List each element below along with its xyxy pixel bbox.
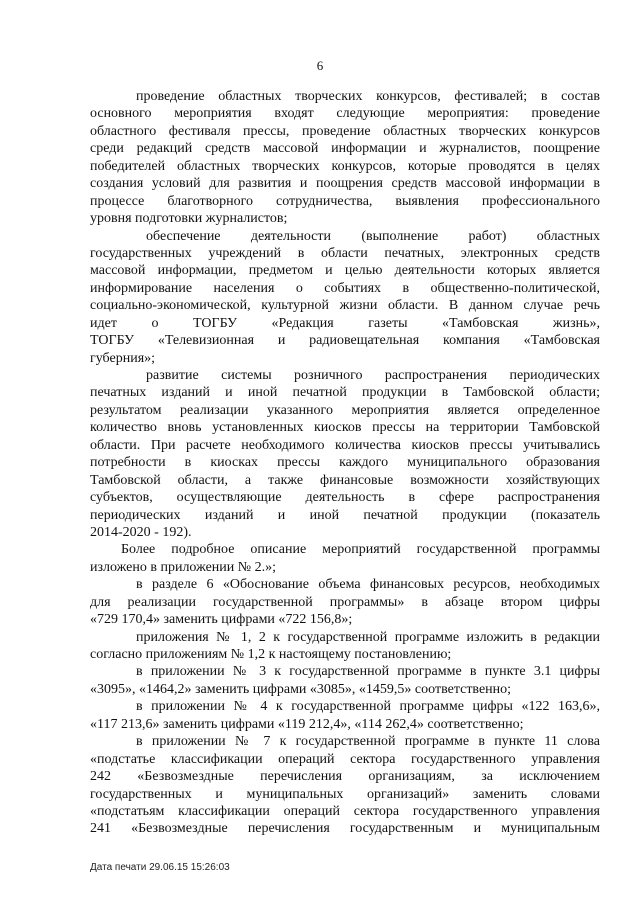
text-line: в приложении № 7 к государственной программе в пункте 11 слова [136, 734, 600, 750]
text-line: количество вновь установленных киосков прессы на территории Тамбовской [90, 420, 600, 436]
text-line: в приложении № 3 к государственной программе в пункте 3.1 цифры [136, 664, 600, 680]
text-line: 242 «Безвозмездные перечисления организациям, за исключением [90, 769, 600, 785]
text-line: Более подробное описание мероприятий государственной программы [121, 542, 600, 558]
text-line: развитие системы розничного распространения периодических [146, 368, 600, 383]
text-line: областного фестиваля прессы, проведение областных творческих конкурсов [90, 123, 600, 139]
text-line: для реализации государственной программы» в абзаце втором цифры [90, 594, 600, 610]
document-body [90, 88, 600, 838]
text-line: уровня подготовки журналистов; [90, 211, 288, 227]
text-line: процессе благотворного сотрудничества, выявления профессионального [90, 193, 600, 209]
text-line: массовой информации, предметом и целью деятельности которых является [90, 263, 600, 279]
text-line: создания условий для развития и поощрения средств массовой информации в [90, 176, 600, 192]
text-line: проведение областных творческих конкурсов, фестивалей; в состав [136, 89, 600, 104]
text-line: субъектов, осуществляющие деятельность в сфере распространения [90, 490, 600, 506]
text-line: государственных учреждений в области печатных, электронных средств [90, 245, 600, 261]
text-line: потребности в киосках прессы каждого муниципального образования [90, 455, 600, 471]
text-line: информирование населения о событиях в общественно-политической, [90, 280, 600, 296]
text-line: Тамбовской области, а также финансовые возможности хозяйствующих [90, 472, 600, 488]
text-line: «729 170,4» заменить цифрами «722 156,8»; [90, 612, 353, 628]
text-line: губерния»; [90, 350, 156, 366]
text-line: основного мероприятия входят следующие мероприятия: проведение [90, 106, 600, 122]
text-line: обеспечение деятельности (выполнение работ) областных [146, 228, 600, 244]
text-line: государственных и муниципальных организаций» заменить словами [90, 786, 600, 802]
text-line: «117 213,6» заменить цифрами «119 212,4», «114 262,4» соответственно; [90, 716, 524, 732]
text-line: ТОГБУ «Телевизионная и радиовещательная компания «Тамбовская [90, 333, 600, 349]
text-line: в приложении № 4 к государственной программе цифры «122 163,6», [136, 699, 600, 715]
page-number: 6 [316, 58, 324, 73]
text-line: победителей областных творческих конкурсов, которые проводятся в целях [90, 158, 600, 174]
text-line: согласно приложениям № 1,2 к настоящему постановлению; [90, 647, 452, 662]
text-line: печатных изданий и иной печатной продукции в Тамбовской области; [90, 385, 600, 401]
text-line: среди редакций средств массовой информации и журналистов, поощрение [90, 141, 600, 157]
text-line: области. При расчете необходимого количества киосков прессы учитывались [90, 437, 600, 453]
text-line: «подстатьям классификации операций сектора государственного управления [90, 803, 600, 819]
text-line: «3095», «1464,2» заменить цифрами «3085», «1459,5» соответственно; [90, 681, 512, 697]
text-line: 2014-2020 - 192). [90, 524, 192, 540]
text-line: приложения № 1, 2 к государственной программе изложить в редакции [136, 629, 600, 645]
text-line: 241 «Безвозмездные перечисления государственным и муниципальным [90, 821, 600, 837]
text-line: «подстатье классификации операций сектора государственного управления [90, 751, 600, 767]
text-line: социально-экономической, культурной жизни области. В данном случае речь [90, 298, 600, 314]
text-line: в разделе 6 «Обоснование объема финансовых ресурсов, необходимых [136, 577, 600, 593]
text-line: идет о ТОГБУ «Редакция газеты «Тамбовская жизнь», [90, 315, 600, 331]
print-date-footer: Дата печати 29.06.15 15:26:03 [90, 862, 230, 873]
text-line: результатом реализации указанного мероприятия является определенное [90, 402, 600, 418]
text-line: изложено в приложении № 2.»; [90, 559, 277, 575]
text-line: периодических изданий и иной печатной продукции (показатель [90, 507, 600, 523]
